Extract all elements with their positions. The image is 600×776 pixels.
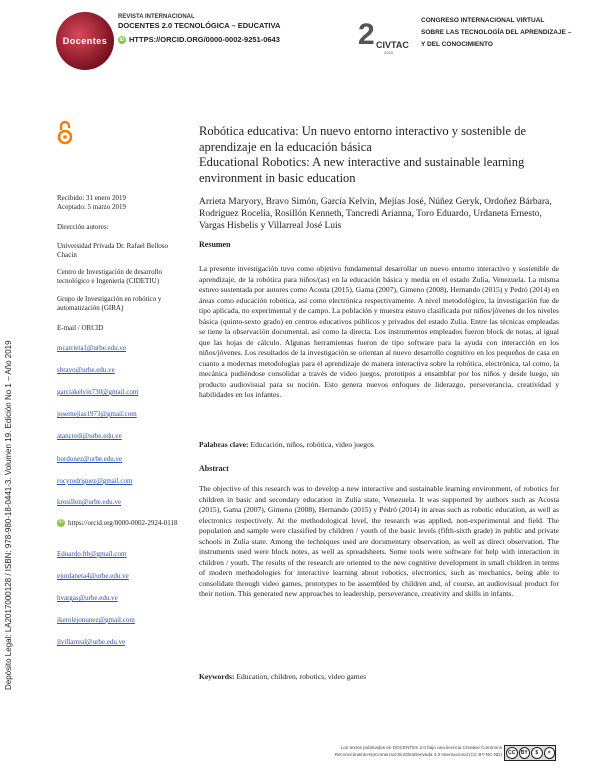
- resumen-text: La presente investigación tuvo como objetivo fundamental desarrollar un nuevo entorno interactivo y sostenible de aprendizaje, de la robótica para niños/(as) en la educación básica y media en el estado Zulia, Venezuela. La misma estuvo sustentada por autores como Acosta (2015), Gama (2007), Gimeno (2008), Hernando (2015) y Pedró (2014) en áreas como educación robótica, así como electrónica respectivamente. A nivel metodológico, la investigación fue de tipo aplicada, no experimental y de campo. La población y muestra estuvo clasificada por niños/jóvenes de los niveles básica (quinto-sexto grado) en centros educativos públicos y privados del estado Zulia. Entre las técnicas empleadas se tiene la observación documental, así como la directa. Los instrumentos empleados fueron block de notas, al igual que las hojas de cálculo. Algunas herramientas fueron de tipo software para la ayuda con interacción en los niños/jóvenes. Los resultados de la investigación se orientan al nuevo desarrollo cognitivo en los pequeños de casa en cuanto a modernas metodologías para el aprendizaje de manera interactiva sobre la robótica, electrónica, tal como, la mecánica pudiéndose consolidar a través de video juegos, prototipos a ensamblar por los niños y desde luego, un producto audiovisual para su noción. Esto genera nuevos enfoques de liderazgo, perseverancia, creatividad y habilidades en los infantes.: [199, 264, 559, 399]
- authors-direction-label: Dirección autores:: [57, 223, 109, 231]
- author-email-link[interactable]: Eduardo.ftb@gmail.com: [57, 550, 127, 558]
- by-icon: BY: [519, 747, 531, 759]
- author-orcid-link[interactable]: https://orcid.org/0000-0002-2924-0118: [68, 519, 178, 527]
- accepted-date: Aceptado: 5 marzo 2019: [57, 203, 127, 211]
- journal-header-line2: DOCENTES 2.0 TECNOLÓGICA – EDUCATIVA: [118, 21, 281, 30]
- nd-icon: =: [544, 747, 556, 759]
- congress-logo: [358, 18, 409, 58]
- congress-logo-text: CIVTAC: [376, 40, 409, 50]
- congress-header: [421, 15, 571, 51]
- congress-logo-number: 2: [358, 18, 375, 51]
- author-email-link[interactable]: ejurdaneta4@urbe.edu.ve: [57, 572, 129, 580]
- orcid-icon: iD: [58, 520, 64, 525]
- journal-orcid-line[interactable]: [118, 35, 280, 44]
- congress-line1: CONGRESO INTERNACIONAL VIRTUAL: [421, 17, 545, 24]
- license-line1: Los textos publicados en DOCENTES 2.0 bajo una licencia Creative Commons: [340, 745, 502, 750]
- journal-header: [118, 14, 280, 44]
- author-orcid[interactable]: [57, 519, 187, 528]
- orcid-icon: iD: [119, 36, 125, 43]
- title-english: Educational Robotics: A new interactive and sustainable learning environment in basic education: [199, 155, 525, 185]
- author-email-link[interactable]: hvargas@urbe.edu.ve: [57, 594, 118, 602]
- keywords: [199, 672, 559, 681]
- author-email-link[interactable]: krosillon@urbe.edu.ve: [57, 498, 121, 506]
- author-email-link[interactable]: atancredi@urbe.edu.ve: [57, 432, 122, 440]
- title-spanish: Robótica educativa: Un nuevo entorno interactivo y sostenible de aprendizaje en la educación básica: [199, 124, 526, 154]
- article-title: [199, 124, 559, 186]
- author-email-link[interactable]: rocyrodriguez@gmail.com: [57, 477, 133, 485]
- resumen-heading: Resumen: [199, 240, 231, 249]
- keywords-label: Keywords:: [199, 672, 235, 681]
- abstract-heading: Abstract: [199, 464, 229, 473]
- license-line2: Reconocimiento-NoComercial-SinObraDerivada 4.0 Internacional (CC BY-NC-ND): [334, 752, 502, 757]
- email-orcid-label: E-mail / ORCID: [57, 324, 104, 332]
- author-email-link[interactable]: sbravo@urbe.edu.ve: [57, 366, 115, 374]
- journal-orcid-link[interactable]: HTTPS://ORCID.ORG/0000-0002-9251-0643: [129, 35, 280, 44]
- open-access-icon: [57, 120, 73, 146]
- nc-icon: $: [531, 747, 543, 759]
- journal-header-line1: REVISTA INTERNACIONAL: [118, 14, 195, 20]
- abstract-text: The objective of this research was to develop a new interactive and sustainable learning environment, of robotics for children in basic and secondary education in Zulia state, Venezuela. It was supported by authors such as Acosta (2015), Gama (2007), Gimeno (2008), Hernando (2015) y Pedró (2014) in areas such as robotic education, as well as electronics respectively. At the methodological level, the research was applied, non-experimental and field. The population and sample were classified by children / youth of the basic levels (fifth-sixth grade) in public and private schools in Zulia state. Among the techniques used are documentary observation, as well as direct observation. The instruments used were block notes, as well as spreadsheets. Some tools were software for help with interaction in children / youth. The results of the research are oriented to the new cognitive development in small children in terms of modern methodologies for interactive learning about robotics, electronics, such as mechanics, being able to consolidate through video games, prototypes to be assembled by children and, of course, an audiovisual product for their notion. This generated new approaches to leadership, perseverance, creativity and skills in infants.: [199, 484, 559, 598]
- palabras-clave: [199, 440, 559, 449]
- congress-line3: Y DEL CONOCIMIENTO: [421, 41, 493, 48]
- author-email-link[interactable]: jlvillarreal@urbe.edu.ve: [57, 638, 126, 646]
- author-email-link[interactable]: garciakelvin730@gmail.com: [57, 388, 139, 396]
- congress-logo-year: 2019: [384, 50, 393, 55]
- congress-line2: SOBRE LAS TECNOLOGÍA DEL APRENDIZAJE –: [421, 29, 572, 36]
- dates: [57, 194, 187, 212]
- journal-logo: [56, 12, 114, 70]
- cc-license-badge[interactable]: [504, 745, 556, 761]
- author-list: Arrieta Maryory, Bravo Simón, García Kelvin, Mejías José, Núñez Geryk, Ordoñez Bárbara, Rodríguez Rocelia, Rosillón Kenneth, Tancredi Arianna, Toro Eduardo, Urdaneta Ernesto, Vargas Hisbelis y Villarreal José Luis: [199, 197, 552, 231]
- affiliation-2: Centro de Investigación de desarrollo tecnológico e Ingeniería (CIDETIU): [57, 268, 162, 285]
- cc-icon: CC: [506, 747, 518, 759]
- author-email-link[interactable]: bordonez@urbe.edu.ve: [57, 455, 123, 463]
- author-email-link[interactable]: ikerolejonunez@gmail.com: [57, 616, 135, 624]
- palabras-clave-label: Palabras clave:: [199, 440, 249, 449]
- legal-deposit: Depósito Legal: LA2017000128 / ISBN: 978-980-18-0441-3. Volumen 19. Edición No 1 – Año 2019: [4, 340, 13, 690]
- license-note: [262, 744, 502, 758]
- keywords-text: Education, children, robotics, video games: [236, 672, 367, 681]
- author-email-link[interactable]: mcarrieta1@urbe.edu.ve: [57, 344, 127, 352]
- received-date: Recibido: 31 enero 2019: [57, 194, 127, 202]
- palabras-clave-text: Educación, niños, robótica, video juegos: [250, 440, 374, 449]
- author-email-link[interactable]: josemejias1973@gmail.com: [57, 410, 137, 418]
- affiliation-1: Universidad Privada Dr. Rafael Belloso Chacín: [57, 242, 169, 259]
- journal-logo-text: Docentes: [62, 36, 108, 46]
- affiliation-3: Grupo de Investigación en robótico y automatización (GIRA): [57, 295, 162, 312]
